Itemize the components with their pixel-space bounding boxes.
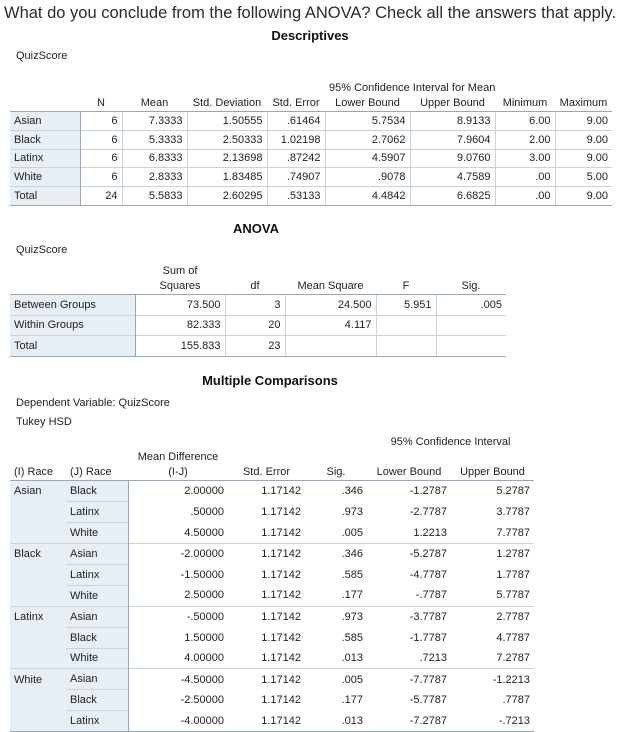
desc-column-headers — [10, 96, 612, 112]
anova-cell: .005 — [436, 295, 506, 316]
mc-cell: 1.17142 — [261, 568, 301, 581]
anova-cell: 4.117 — [285, 315, 376, 336]
mc-j-race: Black — [66, 690, 128, 711]
desc-cell: 6 — [80, 130, 122, 149]
desc-cell: 1.83485 — [187, 168, 267, 187]
mc-j-race: Black — [66, 627, 128, 648]
mc-row — [10, 711, 534, 732]
mc-cell: 5.7787 — [496, 589, 531, 602]
desc-header: Maximum — [555, 96, 612, 112]
mc-cell: -1.2787 — [367, 481, 451, 502]
mc-j-race: White — [66, 585, 128, 606]
mc-cell: -2.7787 — [409, 505, 447, 518]
mc-cell: .013 — [341, 652, 363, 665]
desc-header: Upper Bound — [410, 96, 495, 112]
mc-i-race: White — [10, 669, 66, 690]
desc-cell: .74907 — [267, 168, 325, 187]
anova-cell — [436, 336, 506, 357]
desc-header: N — [80, 96, 122, 112]
mc-cell: .585 — [341, 631, 363, 644]
mc-cell: .585 — [341, 568, 363, 581]
desc-row — [10, 168, 612, 187]
mc-cell: 7.7787 — [496, 526, 531, 539]
anova-header-blank — [10, 262, 135, 295]
desc-cell: 6.8333 — [122, 149, 187, 168]
mc-cell: .973 — [341, 505, 363, 518]
question-text: What do you conclude from the following ANOVA? Check all the answers that apply. — [4, 4, 617, 22]
desc-cell: 8.9133 — [410, 112, 495, 131]
mc-header: Sig. — [305, 450, 367, 481]
mc-j-race: Latinx — [66, 564, 128, 585]
mc-cell: -7.7787 — [367, 669, 451, 690]
mc-j-race: Asian — [66, 669, 128, 690]
mc-cell: 1.17142 — [261, 526, 301, 539]
mc-j-race: Asian — [66, 543, 128, 564]
desc-cell: 2.13698 — [187, 149, 267, 168]
desc-cell: 2.7062 — [325, 130, 410, 149]
anova-header: F — [376, 262, 436, 295]
mc-cell: -5.2787 — [367, 543, 451, 564]
anova-body — [10, 295, 506, 357]
mc-cell: -4.50000 — [128, 669, 228, 690]
mc-cell: -1.50000 — [180, 568, 224, 581]
desc-cell: .00 — [495, 168, 555, 187]
mc-i-race: Latinx — [10, 606, 66, 627]
mc-row — [10, 690, 534, 711]
mc-cell: 1.17142 — [228, 481, 305, 502]
desc-row — [10, 187, 612, 206]
mc-j-race: Latinx — [66, 711, 128, 732]
desc-cell: 4.7589 — [410, 168, 495, 187]
mc-cell: 1.2213 — [413, 526, 447, 539]
mc-table — [10, 434, 534, 732]
desc-cell: 6.6825 — [410, 187, 495, 206]
mc-cell: 7.2787 — [496, 652, 531, 665]
mc-i-race — [10, 522, 66, 543]
mc-i-race — [10, 627, 66, 648]
mc-cell: 1.17142 — [228, 711, 305, 732]
anova-header: Sig. — [436, 262, 506, 295]
desc-header: Std. Deviation — [187, 96, 267, 112]
anova-cell: 5.951 — [376, 295, 436, 316]
desc-cell: 24 — [80, 187, 122, 206]
anova-row — [10, 336, 506, 357]
mc-row — [10, 585, 534, 606]
descriptives-title: Descriptives — [271, 28, 349, 43]
desc-row-label: Latinx — [10, 149, 80, 168]
desc-row-label: Black — [10, 130, 80, 149]
mc-header: Std. Error — [228, 450, 305, 481]
anova-row — [10, 315, 506, 336]
mc-cell: -1.7787 — [409, 631, 447, 644]
mc-cell: -7.2787 — [367, 711, 451, 732]
mc-cell: -.7213 — [451, 711, 534, 732]
anova-cell: 20 — [225, 315, 285, 336]
mc-cell: 2.50000 — [184, 589, 224, 602]
mc-cell: .005 — [305, 669, 367, 690]
desc-cell: .53133 — [267, 187, 325, 206]
mc-cell: 4.7787 — [496, 631, 531, 644]
mc-cell: .177 — [341, 694, 363, 707]
desc-cell: 2.60295 — [187, 187, 267, 206]
anova-header: Mean Square — [285, 262, 376, 295]
mc-row — [10, 606, 534, 627]
anova-cell — [376, 315, 436, 336]
desc-cell: 4.5907 — [325, 149, 410, 168]
anova-row-label: Between Groups — [10, 295, 135, 316]
mc-i-race — [10, 501, 66, 522]
desc-cell: 7.9604 — [410, 130, 495, 149]
descriptives-dependent: QuizScore — [16, 50, 68, 62]
mc-cell: .7787 — [502, 694, 531, 707]
mc-header: Upper Bound — [451, 450, 534, 481]
desc-cell: 4.4842 — [325, 187, 410, 206]
mc-cell: 2.7787 — [451, 606, 534, 627]
mc-cell: .973 — [305, 606, 367, 627]
mc-cell: -2.00000 — [128, 543, 228, 564]
desc-cell: .61464 — [267, 112, 325, 131]
mc-row — [10, 501, 534, 522]
mc-cell: 4.50000 — [184, 526, 224, 539]
desc-header: Minimum — [495, 96, 555, 112]
anova-column-headers — [10, 262, 506, 295]
mc-cell: .005 — [341, 526, 363, 539]
anova-row — [10, 295, 506, 316]
mc-row — [10, 564, 534, 585]
anova-table — [10, 262, 506, 357]
desc-cell: 6 — [80, 112, 122, 131]
desc-cell: 1.50555 — [187, 112, 267, 131]
desc-cell: 1.02198 — [267, 130, 325, 149]
anova-cell: 155.833 — [135, 336, 225, 357]
mc-cell: 2.00000 — [128, 481, 228, 502]
desc-cell: 9.0760 — [410, 149, 495, 168]
anova-header: Sum of Squares — [135, 262, 225, 295]
desc-cell: 3.00 — [495, 149, 555, 168]
desc-header: Lower Bound — [325, 96, 410, 112]
mc-cell: -1.2213 — [451, 669, 534, 690]
desc-cell: .00 — [495, 187, 555, 206]
desc-ci-header: 95% Confidence Interval for Mean — [329, 82, 496, 94]
desc-cell: 7.3333 — [122, 112, 187, 131]
mc-cell: 1.17142 — [261, 589, 301, 602]
mc-cell: -2.50000 — [180, 694, 224, 707]
desc-row-label: Asian — [10, 112, 80, 131]
mc-cell: .346 — [305, 543, 367, 564]
desc-cell: 5.7534 — [325, 112, 410, 131]
mc-j-race: Black — [66, 481, 128, 502]
mc-cell: .346 — [305, 481, 367, 502]
mc-row — [10, 543, 534, 564]
mc-cell: 1.7787 — [496, 568, 531, 581]
mc-row — [10, 522, 534, 543]
mc-i-race — [10, 648, 66, 669]
mc-cell: -.50000 — [128, 606, 228, 627]
mc-body — [10, 481, 534, 732]
anova-cell: 82.333 — [135, 315, 225, 336]
anova-dependent: QuizScore — [16, 244, 68, 256]
desc-body — [10, 112, 612, 206]
mc-row — [10, 627, 534, 648]
desc-cell: 2.8333 — [122, 168, 187, 187]
desc-cell: 6 — [80, 149, 122, 168]
desc-row — [10, 112, 612, 131]
anova-row-label: Within Groups — [10, 315, 135, 336]
desc-cell: .87242 — [267, 149, 325, 168]
mc-header: (I) Race — [10, 450, 66, 481]
anova-cell — [285, 336, 376, 357]
desc-cell: .9078 — [325, 168, 410, 187]
mc-header: Lower Bound — [367, 450, 451, 481]
mc-cell: 1.17142 — [228, 669, 305, 690]
mc-i-race: Asian — [10, 481, 66, 502]
desc-cell: 2.00 — [495, 130, 555, 149]
mc-cell: 1.17142 — [261, 652, 301, 665]
mc-cell: 1.50000 — [184, 631, 224, 644]
mc-cell: 1.17142 — [228, 606, 305, 627]
mc-i-race: Black — [10, 543, 66, 564]
mc-cell: .7213 — [419, 652, 447, 665]
mc-method: Tukey HSD — [16, 416, 72, 428]
mc-dependent-variable: Dependent Variable: QuizScore — [16, 397, 170, 409]
anova-title: ANOVA — [233, 221, 279, 236]
desc-row-label: White — [10, 168, 80, 187]
desc-cell: 9.00 — [555, 130, 612, 149]
mc-cell: -4.00000 — [128, 711, 228, 732]
mc-header: Mean Difference (I-J) — [128, 450, 228, 481]
mc-cell: -.7787 — [415, 589, 447, 602]
mc-cell: -4.7787 — [409, 568, 447, 581]
anova-cell: 23 — [225, 336, 285, 357]
anova-cell: 3 — [225, 295, 285, 316]
mc-row — [10, 481, 534, 502]
anova-header: df — [225, 262, 285, 295]
mc-cell: 1.17142 — [261, 505, 301, 518]
mc-cell: .013 — [305, 711, 367, 732]
mc-ci-header: 95% Confidence Interval — [390, 436, 511, 448]
mc-cell: 1.17142 — [228, 543, 305, 564]
mc-i-race — [10, 690, 66, 711]
mc-cell: .177 — [341, 589, 363, 602]
mc-cell: 3.7787 — [496, 505, 531, 518]
desc-cell: 9.00 — [555, 187, 612, 206]
mc-header: (J) Race — [66, 450, 128, 481]
desc-cell: 5.5833 — [122, 187, 187, 206]
desc-row-label: Total — [10, 187, 80, 206]
anova-cell — [436, 315, 506, 336]
anova-cell: 24.500 — [285, 295, 376, 316]
mc-j-race: Asian — [66, 606, 128, 627]
desc-cell: 9.00 — [555, 112, 612, 131]
mc-j-race: White — [66, 522, 128, 543]
mc-cell: 1.17142 — [261, 631, 301, 644]
mc-cell: -5.7787 — [409, 694, 447, 707]
desc-header: Std. Error — [267, 96, 325, 112]
desc-row — [10, 130, 612, 149]
mc-title: Multiple Comparisons — [202, 373, 338, 388]
anova-cell: 73.500 — [135, 295, 225, 316]
anova-cell — [376, 336, 436, 357]
desc-cell: 6.00 — [495, 112, 555, 131]
desc-cell: 6 — [80, 168, 122, 187]
desc-cell: 5.3333 — [122, 130, 187, 149]
descriptives-table — [10, 66, 612, 206]
desc-cell: 2.50333 — [187, 130, 267, 149]
mc-cell: 4.00000 — [184, 652, 224, 665]
mc-row — [10, 669, 534, 690]
mc-i-race — [10, 585, 66, 606]
mc-cell: 1.17142 — [261, 694, 301, 707]
desc-cell: 9.00 — [555, 149, 612, 168]
desc-cell: 5.00 — [555, 168, 612, 187]
mc-cell: -3.7787 — [367, 606, 451, 627]
desc-header: Mean — [122, 96, 187, 112]
mc-cell: .50000 — [190, 505, 224, 518]
desc-row — [10, 149, 612, 168]
mc-i-race — [10, 564, 66, 585]
mc-j-race: White — [66, 648, 128, 669]
mc-cell: 1.2787 — [451, 543, 534, 564]
mc-j-race: Latinx — [66, 501, 128, 522]
mc-cell: 5.2787 — [451, 481, 534, 502]
anova-row-label: Total — [10, 336, 135, 357]
mc-column-headers — [10, 450, 534, 481]
mc-i-race — [10, 711, 66, 732]
mc-row — [10, 648, 534, 669]
desc-header-blank — [10, 96, 80, 112]
